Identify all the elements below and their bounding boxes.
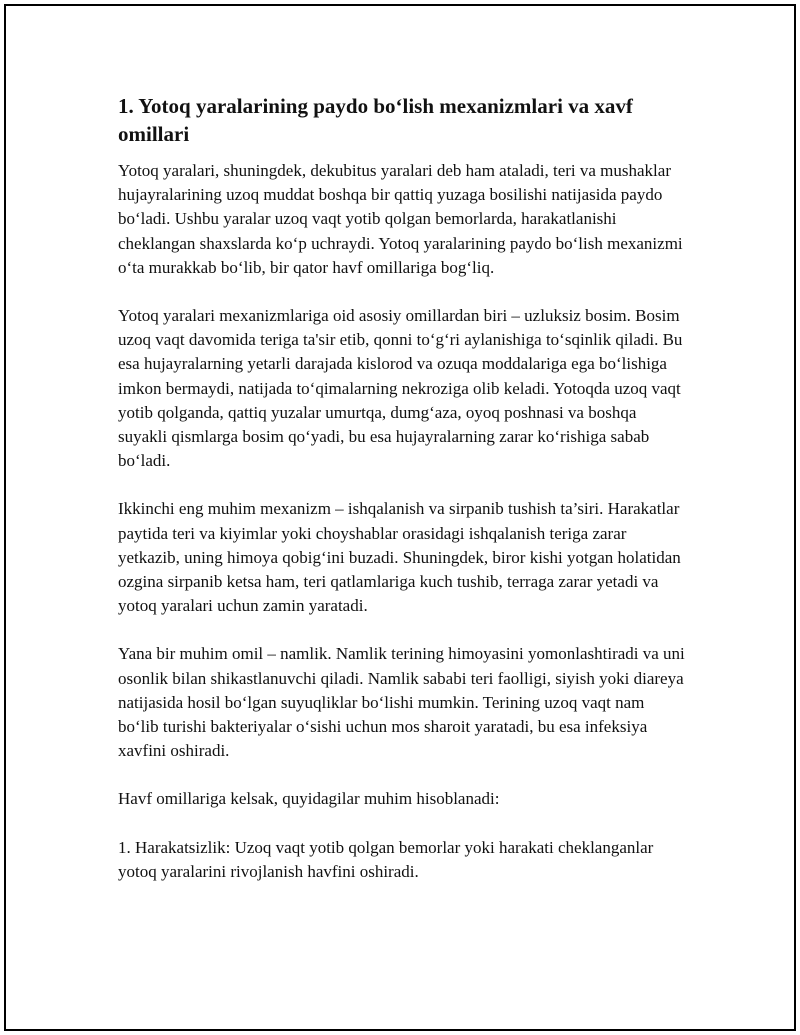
paragraph-risk-intro: Havf omillariga kelsak, quyidagilar muhim hisoblanadi: [118,789,500,809]
paragraph-intro: Yotoq yaralari, shuningdek, dekubitus yaralari deb ham ataladi, teri va mushaklar hujayralarining uzoq muddat boshqa bir qattiq yuzaga bosilishi natijasida paydo bo‘ladi. Ushbu yaralar uzoq vaqt yotib qolgan bemorlarda, harakatlanishi cheklangan shaxslarda ko‘p uchraydi. Yotoq yaralarining paydo bo‘lish mexanizmi o‘ta murakkab bo‘lib, bir qator havf omillariga bog‘liq. [118,161,683,277]
paragraph-friction: Ikkinchi eng muhim mexanizm – ishqalanish va sirpanib tushish ta’siri. Harakatlar paytida teri va kiyimlar yoki choyshablar orasidagi ishqalanish teriga zarar yetkazib, uning himoya qobig‘ini buzadi. Shuningdek, biror kishi yotgan holatidan ozgina sirpanib ketsa ham, teri qatlamlariga kuch tushib, terraga zarar yetadi va yotoq yaralari uchun zamin yaratadi. [118,499,681,616]
list-item-immobility: 1. Harakatsizlik: Uzoq vaqt yotib qolgan bemorlar yoki harakati cheklanganlar yotoq yaralarini rivojlanish havfini oshiradi. [118,837,654,881]
section-heading: 1. Yotoq yaralarining paydo bo‘lish mexanizmlari va xavf omillari [118,94,633,146]
paragraph-moisture: Yana bir muhim omil – namlik. Namlik terining himoyasini yomonlashtiradi va uni osonlik bilan shikastlanuvchi qiladi. Namlik sababi teri faolligi, siyish yoki diareya natijasida hosil bo‘lgan suyuqliklar bo‘lishi mumkin. Terining uzoq vaqt nam bo‘lib turishi bakteriyalar o‘sishi uchun mos sharoit yaratadi, bu esa infeksiya xavfini oshiradi. [118,644,685,761]
paragraph-pressure: Yotoq yaralari mexanizmlariga oid asosiy omillardan biri – uzluksiz bosim. Bosim uzoq vaqt davomida teriga ta'sir etib, qonni to‘g‘ri aylanishiga to‘sqinlik qiladi. Bu esa hujayralarning yetarli darajada kislorod va ozuqa moddalariga ega bo‘lishiga imkon bermaydi, natijada to‘qimalarning nekroziga olib keladi. Yotoqda uzoq vaqt yotib qolganda, qattiq yuzalar umurtqa, dumg‘aza, oyoq poshnasi va boshqa suyakli qismlarga bosim qo‘yadi, bu esa hujayralarning zarar ko‘rishiga sabab bo‘ladi. [118,306,683,471]
document-body [118,92,688,908]
